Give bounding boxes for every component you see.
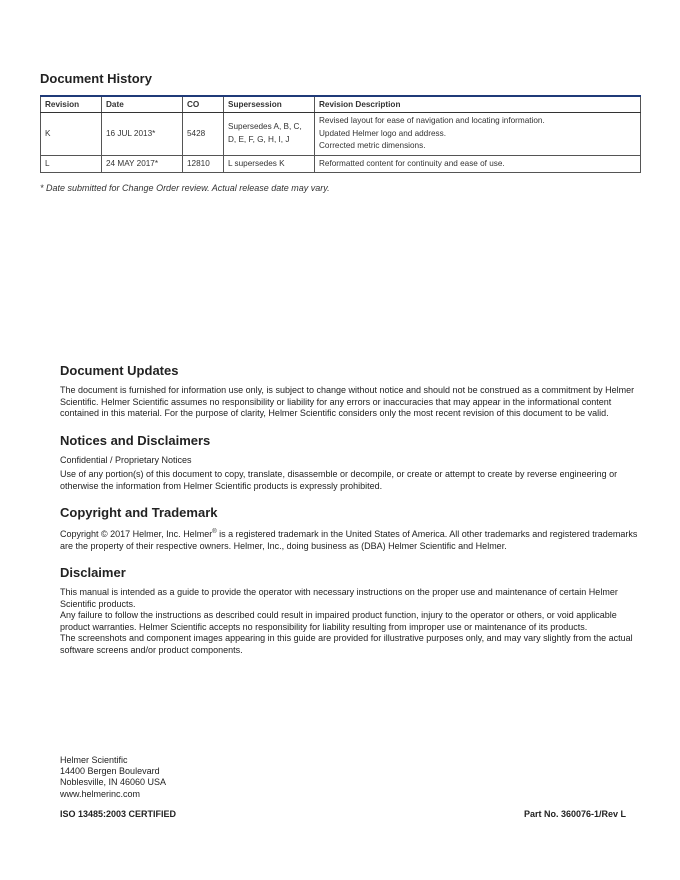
revision-cell: K [41,113,102,156]
document-updates-section [60,363,640,420]
paragraph: Confidential / Proprietary Notices [60,454,192,465]
section-heading: Copyright and Trademark [60,505,218,520]
supersession-cell [224,113,315,156]
street-address: 14400 Bergen Boulevard [60,766,160,777]
main-content [60,363,640,669]
company-address [60,755,166,800]
description-line: Reformatted content for continuity and ease of use. [319,158,505,168]
disclaimer-section [60,565,640,656]
description-line: Updated Helmer logo and address. [319,128,446,138]
table-row [41,113,641,156]
date-cell: 16 JUL 2013* [102,113,183,156]
co-cell: 12810 [183,155,224,173]
registered-mark: ® [212,529,217,535]
iso-certification: ISO 13485:2003 CERTIFIED [60,809,177,819]
supersession-cell [224,155,315,173]
website: www.helmerinc.com [60,788,141,799]
table-row [41,155,641,173]
section-heading: Notices and Disclaimers [60,432,211,448]
notices-section [60,433,640,493]
paragraph: Use of any portion(s) of this document to copy, translate, disassemble or decompile, or create or attempt to create by reverse engineering or otherwise the information from Helmer Scientific products is expressly prohibited. [60,469,618,491]
copyright-text-start: Copyright © 2017 Helmer, Inc. Helmer [60,529,213,539]
revision-cell: L [41,155,102,173]
column-header-revision: Revision [41,96,102,113]
column-header-description: Revision Description [315,96,641,113]
document-history-table [40,95,641,173]
date-footnote: * Date submitted for Change Order review. Actual release date may vary. [40,183,330,193]
company-name: Helmer Scientific [60,755,128,765]
table-header-row [41,96,641,113]
column-header-co: CO [183,96,224,113]
supersession-line: L supersedes K [228,158,285,168]
column-header-supersession: Supersession [224,96,315,113]
paragraph [60,527,640,552]
description-line: Revised layout for ease of navigation and locating information. [319,116,545,125]
paragraph: This manual is intended as a guide to provide the operator with necessary instructions on the proper use and maintenance of certain Helmer Scientific products. [60,587,618,609]
paragraph: The screenshots and component images appearing in this guide are provided for illustrative purposes only, and may vary slightly from the actual software screens and/or product components. [60,633,633,655]
copyright-text-end: is a registered trademark in the United States of America. All other trademarks and registered trademarks are the property of their respective owners. Helmer, Inc., doing business as (DBA) Helmer Scientific and Helmer. [60,529,638,551]
supersession-line: Supersedes A, B, C, [228,122,302,132]
co-cell: 5428 [183,113,224,156]
paragraph: The document is furnished for information use only, is subject to change without notice and should not be construed as a commitment by Helmer Scientific. Helmer Scientific assumes no responsibility or liability for any errors or inaccuracies that may appear in the informational content contained in this material. For the purpose of clarity, Helmer Scientific considers only the most recent revision of this document to be valid. [60,385,635,418]
section-heading: Document Updates [60,363,179,378]
copyright-section [60,505,640,552]
date-cell: 24 MAY 2017* [102,155,183,173]
column-header-date: Date [102,96,183,113]
supersession-line: D, E, F, G, H, I, J [228,134,290,144]
description-cell [315,113,641,156]
part-number: Part No. 360076-1/Rev L [523,809,626,819]
city-state: Noblesville, IN 46060 USA [60,777,167,788]
document-history-title: Document History [40,71,152,86]
description-cell [315,155,641,173]
description-line: Corrected metric dimensions. [319,141,426,150]
section-heading: Disclaimer [60,565,126,580]
paragraph: Any failure to follow the instructions as described could result in impaired product function, injury to the operator or others, or void applicable product warranties. Helmer Scientific accepts no responsibility for liability resulting from improper use or maintenance of its products. [60,610,617,632]
